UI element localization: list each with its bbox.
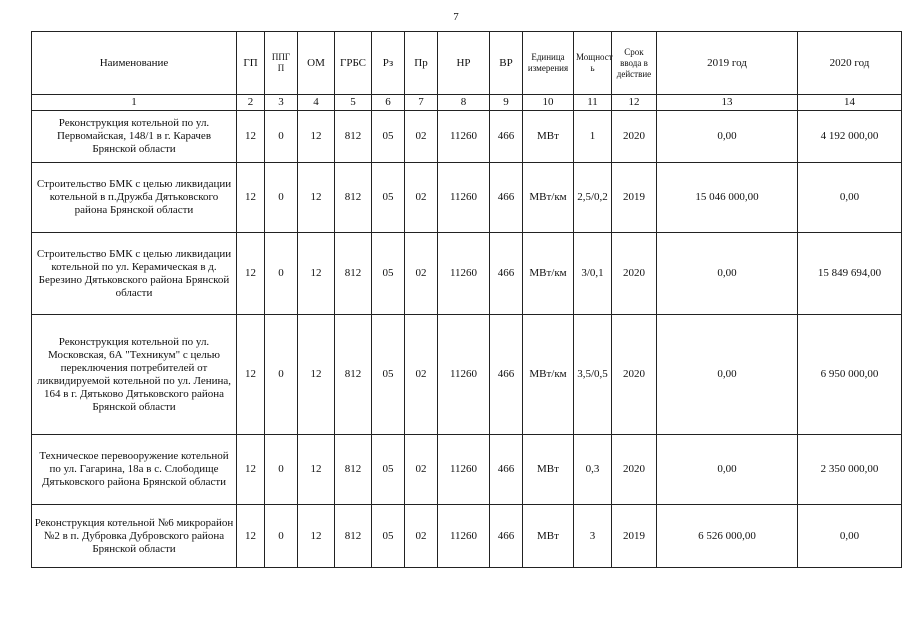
cell-2020: 6 950 000,00 [798,315,902,435]
cell-vr: 466 [490,315,523,435]
header-cell: ГП [237,32,265,95]
row-name: Реконструкция котельной по ул. Первомайская, 148/1 в г. Карачев Брянской области [32,111,237,163]
cell-unit: МВт/км [523,233,574,315]
column-number: 1 [32,95,237,111]
header-cell: Пр [405,32,438,95]
cell-year: 2020 [612,315,657,435]
cell-2019: 0,00 [657,435,798,505]
column-number: 6 [372,95,405,111]
table-row [32,435,902,505]
cell-vr: 466 [490,233,523,315]
cell-vr: 466 [490,435,523,505]
cell-power: 3,5/0,5 [574,315,612,435]
table-row [32,505,902,568]
header-row [32,32,902,95]
cell-nr: 11260 [438,111,490,163]
cell-nr: 11260 [438,505,490,568]
cell-rz: 05 [372,315,405,435]
cell-2019: 0,00 [657,233,798,315]
page-number: 7 [453,11,459,23]
cell-pr: 02 [405,233,438,315]
column-number: 5 [335,95,372,111]
column-number: 13 [657,95,798,111]
cell-power: 3 [574,505,612,568]
cell-power: 1 [574,111,612,163]
column-number: 3 [265,95,298,111]
header-cell: Наименование [32,32,237,95]
header-cell: ОМ [298,32,335,95]
column-number: 2 [237,95,265,111]
cell-rz: 05 [372,233,405,315]
table-row [32,111,902,163]
header-cell: Рз [372,32,405,95]
column-number: 11 [574,95,612,111]
row-name: Строительство БМК с целью ликвидации котельной в п.Дружба Дятьковского района Брянской области [32,163,237,233]
cell-unit: МВт/км [523,315,574,435]
cell-ppgp: 0 [265,111,298,163]
cell-unit: МВт/км [523,163,574,233]
cell-pr: 02 [405,435,438,505]
header-cell: ВР [490,32,523,95]
row-name: Техническое перевооружение котельной по ул. Гагарина, 18а в с. Слободище Дятьковского района Брянской области [32,435,237,505]
cell-year: 2020 [612,233,657,315]
column-number: 12 [612,95,657,111]
cell-nr: 11260 [438,163,490,233]
cell-ppgp: 0 [265,435,298,505]
cell-unit: МВт [523,505,574,568]
cell-grbs: 812 [335,315,372,435]
cell-2020: 15 849 694,00 [798,233,902,315]
cell-om: 12 [298,111,335,163]
cell-ppgp: 0 [265,233,298,315]
cell-rz: 05 [372,505,405,568]
cell-year: 2020 [612,435,657,505]
cell-gp: 12 [237,315,265,435]
cell-om: 12 [298,505,335,568]
column-number: 14 [798,95,902,111]
cell-gp: 12 [237,163,265,233]
cell-2019: 0,00 [657,111,798,163]
cell-ppgp: 0 [265,315,298,435]
cell-2019: 15 046 000,00 [657,163,798,233]
cell-vr: 466 [490,163,523,233]
cell-grbs: 812 [335,505,372,568]
cell-pr: 02 [405,315,438,435]
header-cell: 2020 год [798,32,902,95]
column-number: 7 [405,95,438,111]
cell-power: 0,3 [574,435,612,505]
cell-vr: 466 [490,111,523,163]
cell-nr: 11260 [438,435,490,505]
cell-2020: 0,00 [798,163,902,233]
cell-2020: 0,00 [798,505,902,568]
cell-nr: 11260 [438,233,490,315]
cell-pr: 02 [405,505,438,568]
cell-gp: 12 [237,505,265,568]
cell-year: 2019 [612,505,657,568]
cell-rz: 05 [372,435,405,505]
table-row [32,315,902,435]
column-number: 8 [438,95,490,111]
column-number: 4 [298,95,335,111]
cell-rz: 05 [372,163,405,233]
column-number: 10 [523,95,574,111]
row-name: Реконструкция котельной №6 микрорайон №2 в п. Дубровка Дубровского района Брянской области [32,505,237,568]
cell-2019: 6 526 000,00 [657,505,798,568]
cell-grbs: 812 [335,233,372,315]
header-cell: Единица измерения [523,32,574,95]
cell-ppgp: 0 [265,163,298,233]
cell-2020: 2 350 000,00 [798,435,902,505]
cell-grbs: 812 [335,163,372,233]
cell-unit: МВт [523,111,574,163]
cell-power: 2,5/0,2 [574,163,612,233]
cell-2019: 0,00 [657,315,798,435]
cell-grbs: 812 [335,435,372,505]
header-cell: ППГ П [265,32,298,95]
cell-vr: 466 [490,505,523,568]
cell-gp: 12 [237,435,265,505]
cell-grbs: 812 [335,111,372,163]
cell-om: 12 [298,315,335,435]
column-number: 9 [490,95,523,111]
row-name: Реконструкция котельной по ул. Московская, 6А "Техникум" с целью переключения потребителей от ликвидируемой котельной по ул. Ленина, 164 в г. Дятьково Дятьковского района Брянской области [32,315,237,435]
cell-2020: 4 192 000,00 [798,111,902,163]
header-cell: Мощност ь [574,32,612,95]
cell-year: 2020 [612,111,657,163]
cell-rz: 05 [372,111,405,163]
table-row [32,163,902,233]
budget-table [31,31,902,568]
header-cell: НР [438,32,490,95]
cell-gp: 12 [237,233,265,315]
header-cell: 2019 год [657,32,798,95]
cell-power: 3/0,1 [574,233,612,315]
cell-year: 2019 [612,163,657,233]
row-name: Строительство БМК с целью ликвидации котельной по ул. Керамическая в д. Березино Дятьковского района Брянской области [32,233,237,315]
cell-nr: 11260 [438,315,490,435]
cell-om: 12 [298,163,335,233]
cell-om: 12 [298,233,335,315]
cell-pr: 02 [405,111,438,163]
header-cell: Срок ввода в действие [612,32,657,95]
cell-gp: 12 [237,111,265,163]
table-row [32,233,902,315]
cell-unit: МВт [523,435,574,505]
cell-ppgp: 0 [265,505,298,568]
cell-om: 12 [298,435,335,505]
cell-pr: 02 [405,163,438,233]
column-number-row [32,95,902,111]
header-cell: ГРБС [335,32,372,95]
